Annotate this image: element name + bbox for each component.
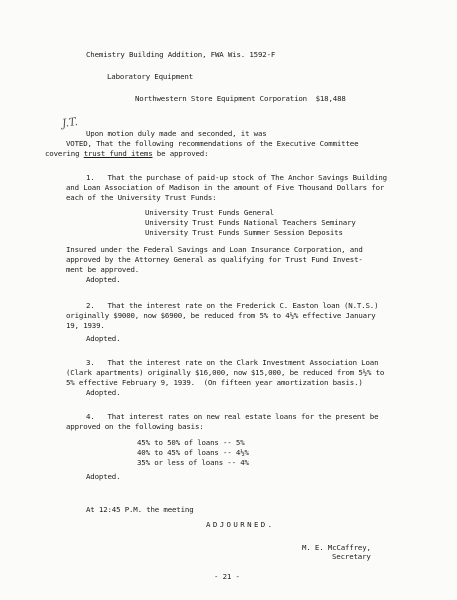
item3-line-3: 5% effective February 9, 1939. (On fifteen year amortization basis.)	[66, 378, 363, 387]
item3-line-2: (Clark apartments) originally $16,000, now $15,000, be reduced from 5½% to	[66, 368, 385, 377]
intro-line-3-prefix: covering	[45, 149, 84, 158]
rate-row-3: 35% or less of loans -- 4%	[137, 458, 249, 467]
signer-title: Secretary	[332, 552, 371, 561]
fund-item-teachers-seminary: University Trust Funds National Teachers Seminary	[145, 218, 356, 227]
intro-line-3	[45, 149, 208, 158]
rate-row-1: 45% to 50% of loans -- 5%	[137, 438, 245, 447]
item1-line-1: 1. That the purchase of paid-up stock of The Anchor Savings Building	[86, 173, 387, 182]
item1-tail-line-2: approved by the Attorney General as qualifying for Trust Fund Invest-	[66, 255, 363, 264]
intro-line-3-suffix: be approved:	[152, 149, 209, 158]
item2-line-1: 2. That the interest rate on the Frederick C. Easton loan (N.T.S.)	[86, 301, 379, 310]
item2-adopted: Adopted.	[86, 334, 121, 343]
item3-line-1: 3. That the interest rate on the Clark Investment Association Loan	[86, 358, 379, 367]
rate-row-2: 40% to 45% of loans -- 4½%	[137, 448, 249, 457]
item3-adopted: Adopted.	[86, 388, 121, 397]
project-heading: Chemistry Building Addition, FWA Wis. 1592-F	[86, 50, 276, 59]
item1-line-2: and Loan Association of Madison in the amount of Five Thousand Dollars for	[66, 183, 385, 192]
item4-line-2: approved on the following basis:	[66, 422, 204, 431]
fund-item-general: University Trust Funds General	[145, 208, 274, 217]
meeting-time: At 12:45 P.M. the meeting	[86, 505, 194, 514]
item1-adopted: Adopted.	[86, 275, 121, 284]
fund-item-summer-session: University Trust Funds Summer Session Deposits	[145, 228, 343, 237]
handwritten-margin-note: J.T.	[61, 114, 79, 131]
item2-line-3: 19, 1939.	[66, 321, 105, 330]
item4-adopted: Adopted.	[86, 472, 121, 481]
item1-line-3: each of the University Trust Funds:	[66, 193, 217, 202]
item4-line-1: 4. That interest rates on new real estate loans for the present be	[86, 412, 379, 421]
item2-line-2: originally $9000, now $6900, be reduced from 5% to 4½% effective January	[66, 311, 376, 320]
trust-fund-items-underlined: trust fund items	[83, 149, 153, 158]
page-number: - 21 -	[214, 572, 240, 581]
item-heading: Laboratory Equipment	[107, 72, 193, 81]
intro-line-1: Upon motion duly made and seconded, it was	[86, 129, 267, 138]
item1-tail-line-1: Insured under the Federal Savings and Loan Insurance Corporation, and	[66, 245, 363, 254]
contract-heading: Northwestern Store Equipment Corporation $18,488	[135, 94, 346, 103]
intro-line-2: VOTED, That the following recommendations of the Executive Committee	[66, 139, 359, 148]
adjourned-text: ADJOURNED.	[206, 520, 275, 529]
item1-tail-line-3: ment be approved.	[66, 265, 140, 274]
signer-name: M. E. McCaffrey,	[302, 543, 371, 552]
